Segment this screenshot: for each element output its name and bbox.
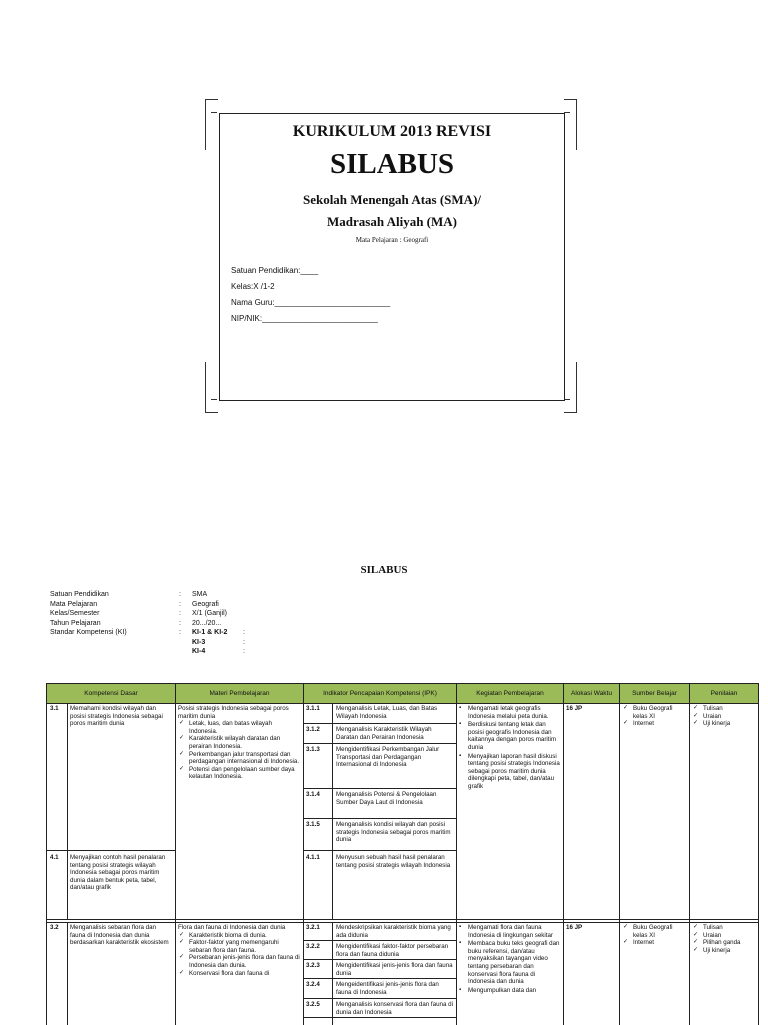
materi-item: ✓ Faktor-faktor yang memengaruhi sebaran flora dan fauna. xyxy=(178,939,300,954)
ipk-text: Menganalisis Potensi & Pengelolaan Sumber Daya Laut di Indonesia xyxy=(336,791,437,806)
alokasi-waktu: 16 JP xyxy=(566,924,583,931)
penilaian-list xyxy=(692,924,756,954)
penilaian-item: ✓ Tulisan xyxy=(692,924,756,932)
cover-corner-decoration xyxy=(205,362,218,413)
cover-corner-decoration xyxy=(564,99,577,150)
info-colon: : xyxy=(179,610,181,617)
table-divider xyxy=(303,684,304,1025)
sumber-cell xyxy=(622,924,687,947)
ipk-code: 3.1.1 xyxy=(306,705,320,712)
table-divider xyxy=(303,978,456,979)
kegiatan-cell xyxy=(459,924,561,995)
ipk-code: 3.1.5 xyxy=(306,821,320,828)
kegiatan-item: ▪ Mengamati letak geografis Indonesia melalui peta dunia. xyxy=(459,705,561,720)
table-divider xyxy=(303,723,456,724)
info-label: Standar Kompetensi (KI) xyxy=(50,629,127,636)
sumber-item: ✓ Internet xyxy=(622,720,687,728)
ipk-code: 3.2.5 xyxy=(306,1001,320,1008)
table-divider xyxy=(47,850,175,851)
ipk-text: Menganalisis kondisi wilayah dan posisi strategis Indonesia sebagai poros maritim dunia xyxy=(336,821,451,844)
header-materi: Materi Pembelajaran xyxy=(176,684,304,704)
table-divider xyxy=(303,1017,456,1018)
table-divider xyxy=(67,922,68,1025)
info-value: 20.../20... xyxy=(192,619,222,627)
kd-code: 3.2 xyxy=(50,924,59,931)
info-value: SMA xyxy=(192,591,208,598)
info-row xyxy=(50,590,310,600)
ipk-text: Mengidentifikasi jenis-jenis flora dan fauna dunia xyxy=(336,962,453,977)
cover-corner-decoration xyxy=(211,399,217,400)
cover-field-nip: NIP/NIK:__________________________ xyxy=(231,314,378,323)
sumber-item: ✓ Buku Geografi kelas XI xyxy=(622,705,687,720)
table-divider xyxy=(303,743,456,744)
penilaian-list xyxy=(692,705,756,728)
info-row xyxy=(50,647,310,657)
penilaian-cell xyxy=(692,924,756,954)
ipk-text: Menganalisis konservasi flora dan fauna di dunia dan Indonesia xyxy=(336,1001,453,1016)
cover-field-kelas: Kelas:X /1-2 xyxy=(231,282,275,291)
cover-field-guru: Nama Guru:__________________________ xyxy=(231,298,391,307)
kd-text: Memahami kondisi wilayah dan posisi strategis Indonesia sebagai poros maritim dunia xyxy=(70,705,163,728)
info-label: Mata Pelajaran xyxy=(50,600,98,608)
cover-curriculum-title: KURIKULUM 2013 REVISI xyxy=(292,123,492,140)
materi-item: ✓ Potensi dan pengelolaan sumber daya kelautan Indonesia. xyxy=(178,766,300,781)
ipk-code: 4.1.1 xyxy=(306,854,320,861)
table-divider xyxy=(67,704,68,919)
info-label: Tahun Pelajaran xyxy=(50,619,101,627)
sumber-list xyxy=(622,924,687,947)
info-row xyxy=(50,638,310,648)
materi-item: ✓ Letak, luas, dan batas wilayah Indonesia. xyxy=(178,720,300,735)
materi-item: ✓ Persebaran jenis-jenis flora dan fauna di Indonesia dan dunia. xyxy=(178,954,300,969)
table-divider xyxy=(303,998,456,999)
info-colon: : xyxy=(243,638,245,646)
kegiatan-item: ▪ Berdiskusi tentang letak dan posisi geografis Indonesia dan kaitannya dengan poros maritim dunia xyxy=(459,721,561,751)
header-ipk: Indikator Pencapaian Kompetensi (IPK) xyxy=(304,684,457,704)
penilaian-item: ✓ Pilihan ganda xyxy=(692,939,756,947)
ipk-code: 3.2.2 xyxy=(306,943,320,950)
cover-madrasah-level: Madrasah Aliyah (MA) xyxy=(327,214,457,229)
kegiatan-item: ▪ Menyajikan laporan hasil diskusi tentang posisi strategis Indonesia sebagai poros maritim dunia dilengkapi peta, tabel, dan/atau grafik xyxy=(459,753,561,791)
cover-box xyxy=(219,113,565,401)
ipk-code: 3.1.2 xyxy=(306,726,320,733)
kegiatan-list xyxy=(459,924,561,994)
penilaian-cell xyxy=(692,705,756,728)
materi-intro: Posisi strategis Indonesia sebagai poros maritim dunia xyxy=(178,705,289,720)
sumber-cell xyxy=(622,705,687,728)
penilaian-item: ✓ Tulisan xyxy=(692,705,756,713)
header-sumber: Sumber Belajar xyxy=(620,684,690,704)
table-divider xyxy=(175,684,176,1025)
info-label: Kelas/Semester xyxy=(50,610,100,617)
sumber-item: ✓ Internet xyxy=(622,939,687,947)
info-colon: : xyxy=(179,629,181,636)
info-row xyxy=(50,628,310,638)
sumber-item: ✓ Buku Geografi kelas XI xyxy=(622,924,687,939)
info-colon: : xyxy=(179,600,181,608)
cover-corner-decoration xyxy=(205,99,218,150)
kd-text: Menyajikan contoh hasil penalaran tentang posisi strategis wilayah Indonesia sebagai poros maritim dunia dalam bentuk peta, tabel, dan/atau grafik xyxy=(70,854,166,892)
ipk-code: 3.2.4 xyxy=(306,981,320,988)
table-divider xyxy=(619,684,620,1025)
kegiatan-item: ▪ Mengamati flora dan fauna Indonesia di lingkungan sekitar xyxy=(459,924,561,939)
materi-cell xyxy=(178,924,300,977)
penilaian-item: ✓ Uraian xyxy=(692,932,756,940)
table-divider xyxy=(303,850,456,851)
kegiatan-item: ▪ Mengumpulkan data dan xyxy=(459,987,561,995)
table-divider xyxy=(303,940,456,941)
materi-intro: Flora dan fauna di Indonesia dan dunia xyxy=(178,924,286,931)
silabus-table xyxy=(46,683,759,1025)
silabus-info-block xyxy=(50,590,310,657)
cover-silabus-title: SILABUS xyxy=(329,148,455,180)
sumber-list xyxy=(622,705,687,728)
kd-code: 4.1 xyxy=(50,854,59,861)
ipk-code: 3.1.3 xyxy=(306,746,320,753)
cover-field-satuan: Satuan Pendidikan:____ xyxy=(231,266,319,275)
ipk-text: Mendeskripsikan karakteristik bioma yang ada didunia xyxy=(336,924,451,939)
table-divider xyxy=(563,684,564,1025)
info-value: KI-1 & KI-2 xyxy=(192,629,228,636)
info-colon: : xyxy=(243,648,245,655)
header-penilaian: Penilaian xyxy=(690,684,759,704)
header-kompetensi-dasar: Kompetensi Dasar xyxy=(47,684,176,704)
table-divider xyxy=(303,959,456,960)
info-ki4: KI-4 xyxy=(192,648,206,655)
table-divider xyxy=(47,919,759,920)
materi-list xyxy=(178,932,300,978)
cover-corner-decoration xyxy=(564,362,577,413)
kd-code: 3.1 xyxy=(50,705,59,712)
table-divider xyxy=(332,922,333,1025)
info-colon: : xyxy=(179,591,181,598)
table-divider xyxy=(758,684,759,1025)
materi-item: ✓ Perkembangan jalur transportasi dan perdagangan internasional di Indonesia. xyxy=(178,751,300,766)
table-divider xyxy=(332,704,333,919)
info-value: X/1 (Ganjil) xyxy=(192,610,228,617)
kd-text: Menganalisis sebaran flora dan fauna di Indonesia dan dunia berdasarkan karakteristik ekosistem xyxy=(70,924,169,947)
cover-subject: Mata Pelajaran : Geografi xyxy=(355,236,429,244)
info-row xyxy=(50,609,310,619)
info-row xyxy=(50,619,310,629)
penilaian-item: ✓ Uji kinerja xyxy=(692,720,756,728)
info-row xyxy=(50,600,310,610)
table-divider xyxy=(303,818,456,819)
ipk-code: 3.2.1 xyxy=(306,924,320,931)
info-label: Satuan Pendidikan xyxy=(50,591,109,598)
materi-cell xyxy=(178,705,300,781)
ipk-text: Mengidentifikasi Perkembangan Jalur Transportasi dan Perdagangan Internasional di Indonesia xyxy=(336,746,440,769)
header-kegiatan: Kegiatan Pembelajaran xyxy=(457,684,564,704)
penilaian-item: ✓ Uraian xyxy=(692,713,756,721)
table-divider xyxy=(456,684,457,1025)
silabus-heading: SILABUS xyxy=(360,564,408,576)
penilaian-item: ✓ Uji kinerja xyxy=(692,947,756,955)
kegiatan-list xyxy=(459,705,561,791)
info-ki3: KI-3 xyxy=(192,638,206,646)
kegiatan-cell xyxy=(459,705,561,792)
materi-item: ✓ Konservasi flora dan fauna di xyxy=(178,970,300,978)
cover-corner-decoration xyxy=(211,112,217,113)
table-divider xyxy=(47,922,759,923)
materi-list xyxy=(178,720,300,781)
ipk-code: 3.2.3 xyxy=(306,962,320,969)
info-value: Geografi xyxy=(192,600,219,608)
header-alokasi: Alokasi Waktu xyxy=(564,684,620,704)
info-colon: : xyxy=(243,629,245,636)
table-divider xyxy=(689,684,690,1025)
ipk-text: Menganalisis Karakteristik Wilayah Daratan dan Perairan Indonesia xyxy=(336,726,432,741)
ipk-text: Mengeidentifikasi jenis-jenis flora dan fauna di Indonesia xyxy=(336,981,439,996)
info-colon: : xyxy=(179,619,181,627)
alokasi-waktu: 16 JP xyxy=(566,705,583,712)
materi-item: ✓ Karakteristik bioma di dunia. xyxy=(178,932,300,940)
kegiatan-item: ▪ Membaca buku teks geografi dan buku referensi, dan/atau menyaksikan tayangan video tentang persebaran dan konservasi flora fauna di Indonesia dan dunia xyxy=(459,940,561,986)
cover-school-level: Sekolah Menengah Atas (SMA)/ xyxy=(302,192,482,207)
table-divider xyxy=(303,788,456,789)
ipk-text: Mengidentifikasi faktor-faktor persebaran flora dan fauna didunia xyxy=(336,943,449,958)
ipk-text: Menganalisis Letak, Luas, dan Batas Wilayah Indonesia xyxy=(336,705,438,720)
ipk-text: Menyusun sebuah hasil hasil penalaran tentang posisi strategis wilayah Indonesia xyxy=(336,854,451,869)
materi-item: ✓ Karakteristik wilayah daratan dan perairan Indonesia. xyxy=(178,735,300,750)
ipk-code: 3.1.4 xyxy=(306,791,320,798)
